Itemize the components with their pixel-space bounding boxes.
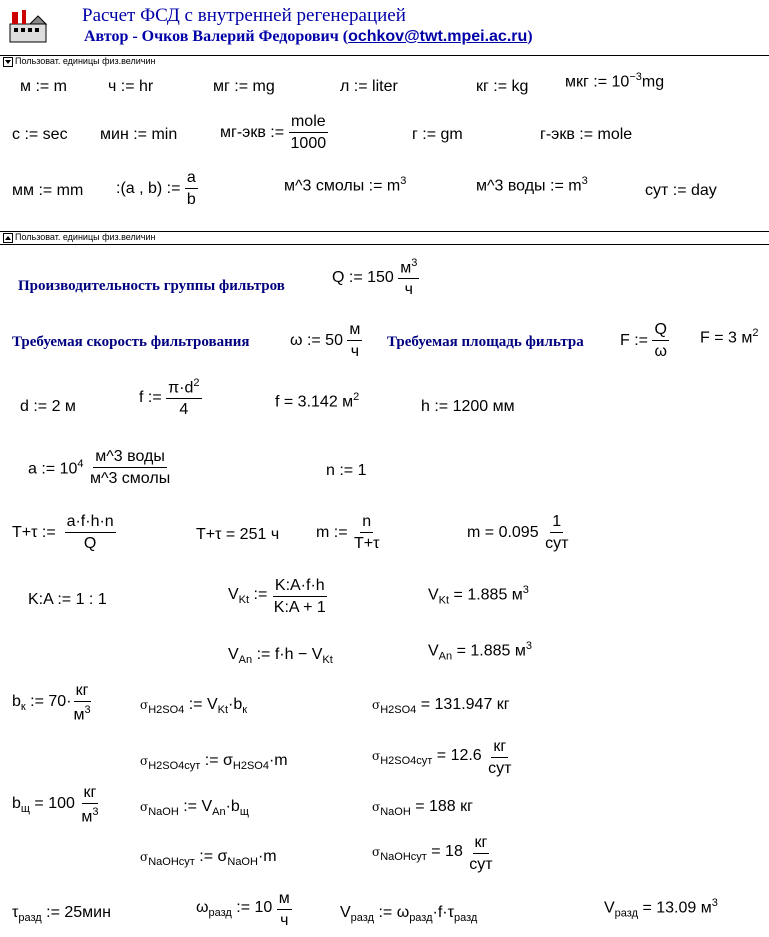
F-res-text: F = 3 м — [700, 329, 753, 347]
formula-m — [316, 514, 381, 552]
VKt-res-text: = 1.885 м — [449, 586, 523, 604]
sigma-sub: H2SO4сут — [148, 760, 201, 773]
author-suffix: ) — [527, 28, 533, 45]
sigma-icon: σ — [140, 800, 149, 814]
frac-den: ч — [280, 912, 289, 929]
VAn-expr: := f·h − V — [252, 646, 323, 663]
author-line — [84, 29, 533, 45]
sigma-sub: NaOH — [380, 806, 411, 819]
wr-unit-fraction — [277, 891, 292, 929]
formula-a — [28, 449, 172, 487]
frac-den: b — [186, 191, 196, 208]
frac-den — [79, 804, 100, 825]
unit-mm: мм := mm — [12, 182, 84, 199]
unit-mg: мг := mg — [213, 78, 275, 95]
wr-lhs — [196, 900, 272, 919]
V-sub: An — [212, 806, 226, 819]
frac-num: кг — [74, 683, 91, 702]
formula-V-razd — [340, 905, 477, 924]
frac-den: Q — [83, 535, 97, 552]
unit-mgeq-fraction — [289, 114, 329, 152]
Q-unit-fraction — [398, 258, 419, 298]
V-sub: An — [238, 654, 253, 667]
result-T: T+τ = 251 ч — [196, 526, 280, 543]
f-lhs: f := — [139, 389, 162, 407]
frac-num — [166, 378, 201, 399]
result-m — [467, 514, 570, 552]
T-fraction — [65, 514, 116, 552]
sigma-icon: σ — [372, 845, 381, 860]
var-n: n := 1 — [326, 462, 367, 479]
sigma-icon: σ — [140, 850, 149, 864]
frac-num: mole — [289, 114, 328, 133]
frac-den: ω — [654, 343, 667, 360]
unit-day: сут := day — [645, 182, 717, 199]
formula-Q — [332, 258, 419, 298]
region-footer-collapse[interactable] — [0, 232, 769, 244]
frac-num: n — [360, 514, 373, 533]
frac-num: кг — [491, 739, 508, 758]
frac-den: ч — [404, 281, 414, 299]
square-exp: 2 — [752, 327, 759, 339]
sigma-sub: NaOH — [227, 856, 258, 869]
expand-arrow-icon[interactable] — [3, 233, 13, 243]
result-VKt — [428, 585, 529, 607]
F-fraction — [652, 322, 669, 360]
bsh-val: = 100 — [29, 794, 75, 812]
frac-den: ч — [350, 343, 360, 360]
V-sub: An — [438, 650, 453, 663]
bsh-lhs — [12, 796, 75, 815]
unit-geq: г-экв := mole — [540, 126, 633, 143]
sigma-sub: H2SO4 — [232, 760, 269, 773]
result-V-razd — [604, 898, 718, 920]
w-unit-fraction — [347, 322, 362, 360]
V-sym: V — [428, 642, 439, 660]
F-lhs: F := — [620, 332, 649, 349]
formula-sNaOHd — [140, 849, 277, 868]
frac-den: 1000 — [290, 135, 327, 152]
var-tau-razd — [12, 905, 111, 924]
result-VAn — [428, 641, 532, 663]
res-text: = 12.6 — [432, 747, 482, 765]
V-sym: V — [604, 899, 615, 917]
unit-hr: ч := hr — [108, 78, 154, 95]
b-sym: b — [12, 692, 21, 710]
unit-text: м — [73, 706, 85, 724]
formula-f — [139, 378, 202, 418]
formula-bsh — [12, 785, 100, 825]
m-lhs: m := — [316, 524, 348, 541]
m-res-text: m = 0.095 — [467, 524, 539, 541]
var-d: d := 2 м — [20, 398, 76, 415]
unit-sec: с := sec — [12, 126, 68, 143]
frac-den: сут — [488, 760, 512, 777]
tau-val: := 25мин — [41, 904, 111, 921]
VKt-lhs — [228, 587, 267, 606]
result-sH2SO4d — [372, 739, 513, 777]
res-lhs — [372, 748, 482, 767]
expr: := σ — [200, 752, 233, 769]
a-lhs — [28, 459, 84, 477]
author-name: Автор - Очков Валерий Федорович ( — [84, 28, 349, 45]
T-lhs: T+τ := — [12, 524, 56, 541]
sigma-sub: NaOH — [148, 806, 179, 819]
result-sNaOHd — [372, 835, 495, 873]
sigma-sub: H2SO4 — [380, 704, 417, 717]
V-sub: Kt — [438, 594, 450, 607]
unit-mgeq-lhs: мг-экв := — [220, 124, 285, 141]
tau-sub: разд — [453, 912, 478, 925]
frac-num — [398, 258, 419, 279]
cube-exp: 3 — [411, 257, 418, 269]
VKt-fraction — [272, 578, 328, 616]
region-header-collapse[interactable] — [0, 56, 769, 68]
result-f — [275, 392, 359, 410]
frac-num: a — [185, 170, 198, 189]
unit-mgeq — [220, 114, 328, 152]
omega-sym: ω — [196, 899, 209, 917]
region-label: Пользоват. единицы физ.величин — [15, 232, 156, 242]
expr: ·m — [268, 752, 288, 769]
omega-sub: разд — [409, 912, 433, 925]
author-email-link[interactable]: ochkov@twt.mpei.ac.ru — [348, 28, 528, 45]
expr: ·f·τ — [432, 904, 454, 921]
unit-kg: кг := kg — [476, 78, 529, 95]
w-lhs: ω := 50 — [290, 332, 343, 349]
unit-min: мин := min — [100, 126, 178, 143]
label-Q: Производительность группы фильтров — [18, 278, 285, 294]
unit-liter: л := liter — [340, 78, 398, 95]
a-base: a := 10 — [28, 460, 78, 478]
formula-VKt — [228, 578, 328, 616]
b-sub: щ — [239, 806, 249, 819]
expr: := σ — [194, 848, 228, 865]
tau-sub: разд — [18, 912, 42, 925]
unit-text: м — [81, 808, 93, 826]
f-res-text: f = 3.142 м — [275, 393, 354, 411]
unit-ratio-fraction — [185, 170, 198, 208]
frac-num: м — [277, 891, 292, 910]
formula-bk — [12, 683, 93, 723]
result-sH2SO4 — [372, 697, 510, 716]
frac-den: 4 — [179, 401, 189, 419]
wr-val: := 10 — [231, 899, 273, 917]
frac-den: K:A + 1 — [273, 599, 326, 616]
frac-num: м^3 воды — [93, 449, 167, 468]
V-sub: Kt — [238, 594, 250, 607]
sigma-icon: σ — [372, 800, 381, 814]
expr: := V — [178, 798, 213, 815]
f-fraction — [166, 378, 201, 418]
frac-num: a·f·h·n — [65, 514, 116, 533]
label-F: Требуемая площадь фильтра — [387, 334, 584, 350]
cube-exp: 3 — [400, 175, 407, 187]
VAn-res-text: = 1.885 м — [452, 642, 526, 660]
unit-mkg-base: мкг := 10 — [565, 73, 630, 91]
V-sub: разд — [614, 907, 639, 920]
expr: ·m — [257, 848, 277, 865]
frac-num: кг — [473, 835, 490, 854]
cube-exp: 3 — [522, 584, 529, 596]
collapse-arrow-icon[interactable] — [3, 57, 13, 67]
bk-lhs — [12, 694, 72, 713]
frac-num: Q — [652, 322, 668, 341]
sigma-icon: σ — [372, 698, 381, 712]
frac-num: 1 — [550, 514, 563, 533]
cube-exp: 3 — [525, 640, 532, 652]
app-logo — [8, 8, 48, 44]
V-sym: V — [428, 586, 439, 604]
unit-fraction — [467, 835, 494, 873]
result-F — [700, 328, 758, 346]
unit-text: м — [400, 259, 412, 277]
V-sym: V — [228, 586, 239, 604]
m-fraction — [352, 514, 381, 552]
res-text: = 13.09 м — [638, 899, 712, 917]
frac-num: K:A·f·h — [273, 578, 327, 597]
expr: ·b — [225, 798, 240, 815]
V-sub: разд — [350, 912, 375, 925]
expr: ·b — [228, 696, 243, 713]
frac-num: м — [347, 322, 362, 341]
formula-F — [620, 322, 669, 360]
unit-mkg-rhs: mg — [641, 73, 665, 91]
m-res-unit-fraction — [543, 514, 570, 552]
sigma-icon: σ — [140, 754, 149, 768]
V-sym: V — [340, 904, 351, 921]
result-sNaOH — [372, 799, 473, 818]
res-text: = 131.947 кг — [416, 696, 510, 713]
page-title: Расчет ФСД с внутренней регенерацией — [82, 5, 406, 26]
bk-val: := 70· — [25, 692, 72, 710]
frac-den: сут — [545, 535, 569, 552]
b-sym: b — [12, 794, 21, 812]
region-bottom-line-b — [0, 244, 769, 245]
frac-den: T+τ — [354, 535, 380, 552]
formula-VAn — [228, 647, 333, 666]
frac-den: сут — [469, 856, 493, 873]
formula-sNaOH — [140, 799, 249, 818]
b-sub: к — [20, 700, 26, 713]
V-sym: V — [228, 646, 239, 663]
cube-exp: 3 — [84, 704, 91, 716]
unit-ratio — [116, 170, 198, 208]
unit-fraction — [486, 739, 513, 777]
res-text: = 188 кг — [410, 798, 473, 815]
Q-lhs: Q := 150 — [332, 269, 394, 287]
sigma-sub: NaOHсут — [380, 851, 427, 864]
b-sub: к — [242, 704, 248, 717]
frac-num: кг — [82, 785, 99, 804]
var-KA: K:A := 1 : 1 — [28, 591, 107, 608]
formula-w-razd — [196, 891, 292, 929]
bsh-unit-fraction — [79, 785, 100, 825]
unit-ratio-lhs: :(a , b) := — [116, 180, 181, 197]
unit-resin-lhs: м^3 смолы := m — [284, 177, 401, 195]
tau-sym: τ — [12, 904, 19, 921]
sigma-icon: σ — [372, 749, 381, 764]
unit-mkg-exp: −3 — [629, 71, 642, 83]
unit-mkg — [565, 72, 664, 90]
res-lhs — [372, 844, 463, 863]
a-exp: 4 — [77, 457, 84, 470]
formula-sH2SO4d — [140, 753, 288, 772]
V-sub: Kt — [217, 704, 229, 717]
region-label: Пользоват. единицы физ.величин — [15, 56, 156, 66]
sigma-sub: H2SO4 — [148, 704, 185, 717]
unit-gm: г := gm — [412, 126, 463, 143]
unit-resin — [284, 176, 406, 194]
num-text: π·d — [168, 379, 194, 397]
a-unit-fraction — [88, 449, 172, 487]
formula-sH2SO4 — [140, 697, 247, 716]
label-w: Требуемая скорость фильтрования — [12, 334, 250, 350]
cube-exp: 3 — [581, 175, 588, 187]
bk-unit-fraction — [72, 683, 93, 723]
cube-exp: 3 — [92, 806, 99, 818]
assign: := — [249, 586, 268, 604]
sigma-sub: NaOHсут — [148, 856, 195, 869]
var-h: h := 1200 мм — [421, 398, 515, 415]
cube-exp: 3 — [711, 897, 718, 909]
res-text: = 18 — [426, 843, 463, 861]
omega-sub: разд — [208, 907, 232, 920]
b-sub: щ — [20, 802, 30, 815]
V-sub: Kt — [322, 654, 333, 667]
square-exp: 2 — [193, 377, 200, 389]
sigma-sub: H2SO4сут — [380, 755, 433, 768]
sigma-icon: σ — [140, 698, 149, 712]
unit-m: м := m — [20, 78, 68, 95]
formula-w — [290, 322, 362, 360]
frac-den — [72, 702, 93, 723]
square-exp: 2 — [353, 391, 360, 403]
frac-den: м^3 смолы — [89, 470, 171, 487]
expr: := V — [184, 696, 218, 713]
unit-water — [476, 176, 588, 194]
expr: := ω — [374, 904, 410, 921]
formula-T — [12, 514, 116, 552]
unit-water-lhs: м^3 воды := m — [476, 177, 582, 195]
